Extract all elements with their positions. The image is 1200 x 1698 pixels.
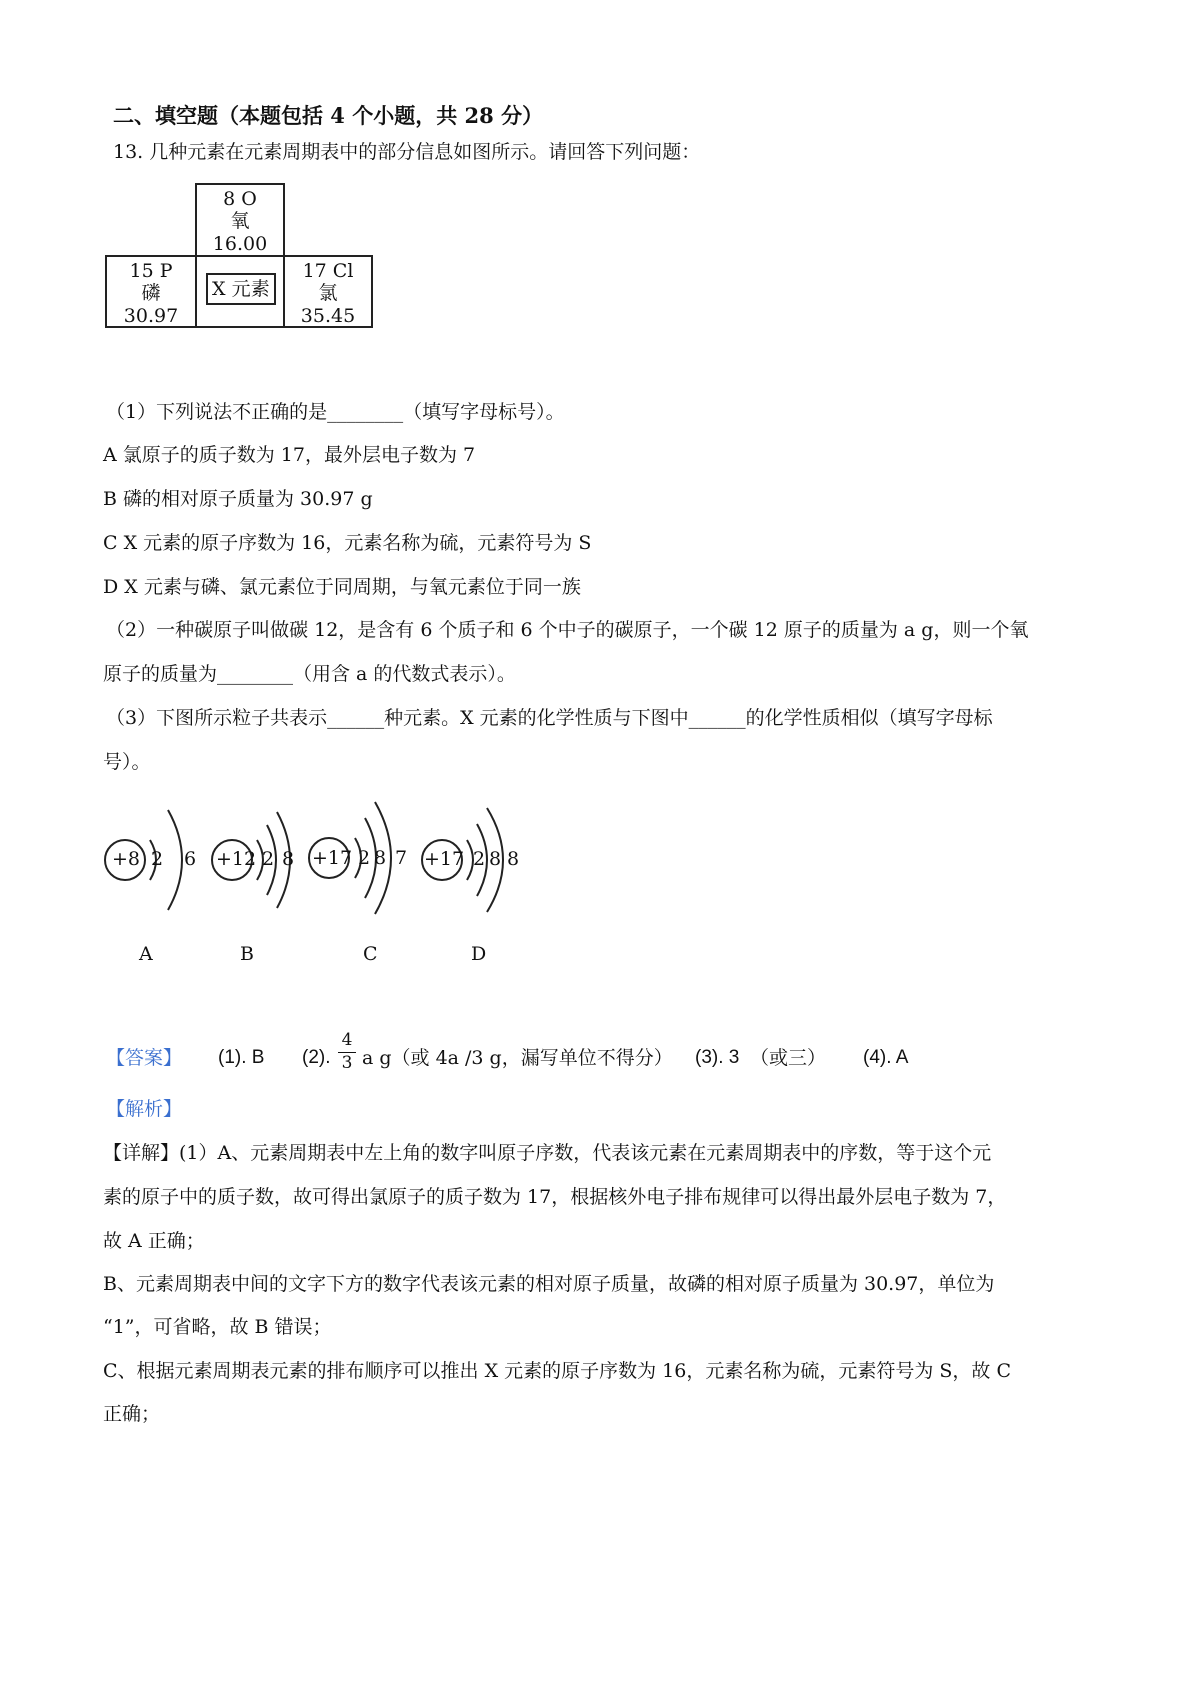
atom-c-nucleus: +17 [312,847,353,869]
atom-c-shell-3: 7 [395,847,408,869]
option-d: D X 元素与磷、氯元素位于同周期，与氧元素位于同一族 [103,576,581,598]
fraction-denominator: 3 [338,1052,356,1073]
phosphorus-name: 磷 [141,282,161,304]
atom-a-nucleus: +8 [112,848,141,870]
atom-d-label: D [471,943,487,965]
cell-oxygen [195,183,285,257]
detail-line-3: 故 A 正确； [103,1230,205,1252]
answer-tag: 【答案】 [106,1047,183,1069]
atom-d-shell-2: 8 [489,848,502,870]
atom-a-shell-2: 6 [184,848,197,870]
cell-x [195,255,285,328]
answer-4: (4). A [863,1047,909,1068]
answer-1: (1). B [218,1047,265,1068]
atom-b-shell-1: 2 [262,848,275,870]
atom-b-nucleus: +12 [216,848,257,870]
answer-2-rest: a g（或 4a /3 g，漏写单位不得分） [362,1047,673,1069]
answer-2-fraction [338,1030,356,1073]
atom-a-label: A [139,943,153,965]
phosphorus-number-symbol: 15 P [129,260,173,282]
option-b: B 磷的相对原子质量为 30.97 g [103,488,373,510]
detail-line-7: 正确； [103,1403,161,1425]
detail-line-5: “1”，可省略，故 B 错误； [103,1316,332,1338]
detail-line-6: C、根据元素周期表元素的排布顺序可以推出 X 元素的原子序数为 16，元素名称为硫，元素符号为 S，故 C [103,1360,1011,1382]
atom-d-shell-3: 8 [507,848,520,870]
chlorine-number-symbol: 17 Cl [302,260,354,282]
chlorine-mass: 35.45 [300,305,356,327]
oxygen-name: 氧 [230,210,250,232]
cell-phosphorus [105,255,197,328]
x-element-label: X 元素 [206,273,276,305]
cell-chlorine [283,255,373,328]
answer-3: (3). 3 [695,1047,740,1068]
atom-c-shell-1: 2 [358,847,371,869]
part1-prompt: （1）下列说法不正确的是________（填写字母标号）。 [106,401,565,423]
detail-line-1: 【详解】(1）A、元素周期表中左上角的数字叫原子序数，代表该元素在元素周期表中的序数，等于这个元 [103,1142,992,1164]
part2-line2: 原子的质量为________（用含 a 的代数式表示）。 [103,663,516,685]
oxygen-number-symbol: 8 O [223,188,257,210]
detail-line-2: 素的原子中的质子数，故可得出氯原子的质子数为 17，根据核外电子排布规律可以得出最外层电子数为 7， [103,1186,1007,1208]
option-a: A 氯原子的质子数为 17，最外层电子数为 7 [103,444,476,466]
part3-line2: 号）。 [103,751,151,773]
detail-line-4: B、元素周期表中间的文字下方的数字代表该元素的相对原子质量，故磷的相对原子质量为 30.97，单位为 [103,1273,995,1295]
oxygen-mass: 16.00 [212,233,268,255]
atom-b-shell-2: 8 [282,848,295,870]
atom-d-shell-1: 2 [473,848,486,870]
atom-b-label: B [240,943,254,965]
question-stem: 13. 几种元素在元素周期表中的部分信息如图所示。请回答下列问题： [113,141,701,163]
atom-a-shell-1: 2 [151,848,164,870]
part3-line1: （3）下图所示粒子共表示______种元素。X 元素的化学性质与下图中______的化学性质相似（填写字母标 [106,707,993,729]
analysis-tag: 【解析】 [106,1098,183,1120]
fraction-numerator: 4 [341,1030,353,1050]
chlorine-name: 氯 [318,282,338,304]
phosphorus-mass: 30.97 [123,305,179,327]
atom-c-label: C [363,943,378,965]
section-title: 二、填空题（本题包括 4 个小题，共 28 分） [113,103,544,128]
answer-3-rest: （或三） [750,1047,827,1069]
atom-c-shell-2: 8 [374,847,387,869]
atom-d-nucleus: +17 [424,848,465,870]
answer-2-prefix: (2). [302,1047,331,1068]
part2-line1: （2）一种碳原子叫做碳 12，是含有 6 个质子和 6 个中子的碳原子，一个碳 12 原子的质量为 a g，则一个氧 [106,619,1029,641]
option-c: C X 元素的原子序数为 16，元素名称为硫，元素符号为 S [103,532,592,554]
